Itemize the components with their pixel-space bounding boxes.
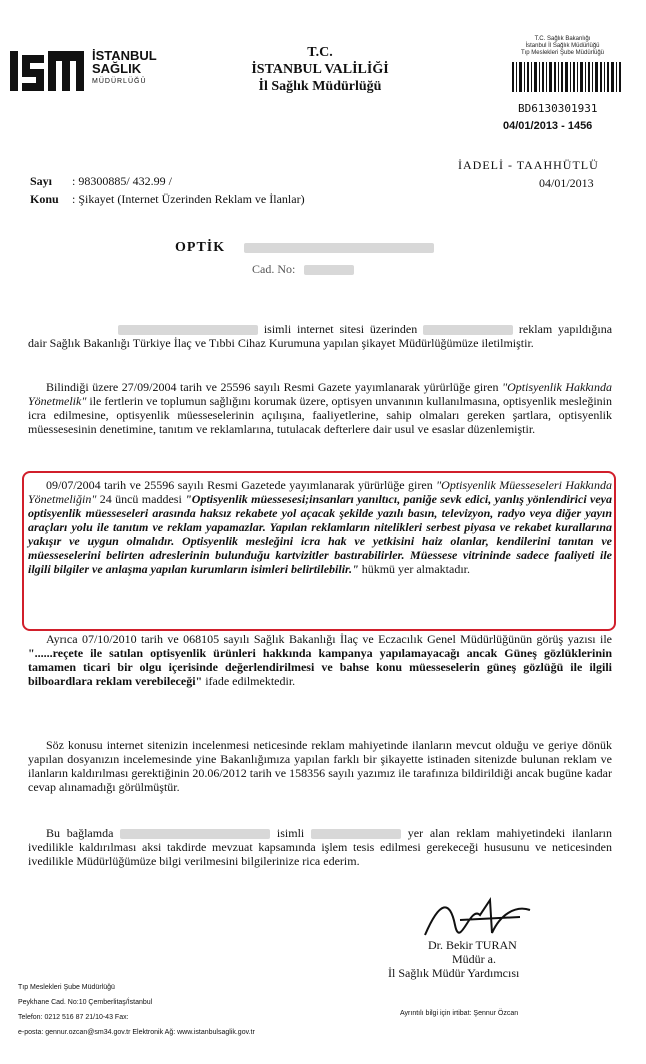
signer-title-2: İl Sağlık Müdür Yardımcısı [388,966,520,980]
logo-line-1: İSTANBUL [92,48,157,63]
redacted-block [311,829,401,839]
footer-line-1: Tıp Meslekleri Şube Müdürlüğü [18,984,115,991]
signer-title-1: Müdür a. [452,952,496,966]
p1-rest: reklam yapıldığına dair Sağlık Bakanlığı Türkiye İlaç ve Tıbbi Cihaz Kurumuna yapılan şikayet Müdürlüğümüze iletilmiştir. [28,322,613,350]
p2-italic: "Optisyenlik Hakkında Yönetmelik" [28,380,613,408]
barcode-icon [512,62,622,92]
paragraph-2 [28,380,612,436]
signature-block [388,938,520,980]
sayi-label: Sayı [30,174,53,188]
stamp-line-3: Tıp Meslekleri Şube Müdürlüğü [520,50,605,56]
p3-italic: "Optisyenlik Müesseseleri Hakkında Yönetmeliğin" [28,478,612,506]
paragraph-1 [28,322,612,350]
signer-name: Dr. Bekir TURAN [428,938,517,952]
p6-b: isimli [276,826,305,840]
paragraph-4 [28,632,612,688]
ism-logo-icon [8,45,90,95]
p6-c: yer alan reklam mahiyetindeki ilanların ivedilikle kaldırılması aksi takdirde mevzuat kapsamında işlem tesis edilmesi gerekeceği hususunu ve neticesinden ivedilikle Müdürlüğümüze bilgi verilmesini bilgilerinize rica ederim. [28,826,613,868]
footer-line-3: Telefon: 0212 516 87 21/10-43 Fax: [18,1014,129,1021]
footer-line-4: e-posta: gennur.ozcan@sm34.gov.tr Elektronik Ağ: www.istanbulsaglik.gov.tr [18,1029,255,1036]
footer-line-2: Peykhane Cad. No:10 Çemberlitaş/İstanbul [18,999,153,1006]
logo-line-2: SAĞLIK [92,61,142,76]
paragraph-6 [28,826,612,868]
delivery-date: 04/01/2013 [539,176,594,190]
stamp-date: 04/01/2013 - 1456 [503,120,593,132]
sayi-value: : 98300885/ 432.99 / [72,174,173,188]
p3-c: hükmü yer almaktadır. [358,562,471,576]
p3-a: 09/07/2004 tarih ve 25596 sayılı Resmi Gazetede yayımlanarak yürürlüğe giren [46,478,437,492]
p4-a: Ayrıca 07/10/2010 tarih ve 068105 sayılı Sağlık Bakanlığı İlaç ve Eczacılık Genel Müdürlüğünün görüş yazısı ile [46,632,612,646]
recipient-name-text: OPTİK [175,240,226,255]
stamp-line-2: İstanbul İl Sağlık Müdürlüğü [525,43,600,49]
recipient-address [252,262,354,277]
footer-address [18,980,255,1040]
institution-header [200,44,440,95]
header-line-mudurluk: İl Sağlık Müdürlüğü [258,79,382,94]
registry-stamp [500,36,625,57]
p6-a: Bu bağlamda [46,826,114,840]
footer-contact: Ayrıntılı bilgi için irtibat: Şennur Özcan [400,1010,519,1017]
redacted-block [244,243,434,253]
konu-row [30,192,305,207]
stamp-line-1: T.C. Sağlık Bakanlığı [534,36,591,42]
p1-tail: isimli internet sitesi üzerinden [263,322,418,336]
logo [8,45,158,95]
redacted-block [423,325,513,335]
redacted-block [120,829,270,839]
paragraph-3 [28,478,612,576]
paragraph-5: Söz konusu internet sitenizin incelenmesi neticesinde reklam mahiyetinde ilanların mevcut olduğu ve geriye dönük yapılan dosyanızın incelemesinde yine Bakanlığımıza yapılan farklı bir şikayette istinaden sitenizde bulunan reklam ve ilanların kaldırılması gerektiğinin 20.06/2012 tarih ve 158356 sayılı yazımız ile tarafınıza bildirildiği ancak bugüne kadar cevap alınamadığı görülmüştür. [28,738,612,794]
header-line-valilik: İSTANBUL VALİLİĞİ [251,62,389,77]
redacted-block [118,325,258,335]
konu-label: Konu [30,192,59,206]
sayi-row [30,174,172,189]
p2-b: ile fertlerin ve toplumun sağlığını korumak üzere, optisyen unvanının kullanılmasına, optisyenlik mesleğinin icra edilmesine, optisyenlik müesseselerinin açılışına, faaliyetlerine, sahip olmaları gereken şartlara, optisyenlik müessesesinin denetimine, tanıtım ve reklamlarına, tutulacak defterlere dair usul ve esaslar düzenlemiştir. [28,394,612,436]
recipient-name [175,240,434,256]
p4-c: ifade edilmektedir. [202,674,296,688]
document-code: BD6130301931 [518,102,598,115]
redacted-block [304,265,354,275]
konu-value: : Şikayet (Internet Üzerinden Reklam ve İlanlar) [72,192,305,206]
p2-a: Bilindiği üzere 27/09/2004 tarih ve 25596 sayılı Resmi Gazete yayımlanarak yürürlüğe giren [46,380,503,394]
p3-bold-quote: "Optisyenlik müessesesi;insanları yanıltıcı, paniğe sevk edici, yanlış yönlendirici veya optisyenlik müesseseleri arasında haksız rekabete yol açacak şekilde yazılı basın, televizyon, radyo veya diğer yayın araçları yolu ile tanıtım ve reklam yapamazlar. Yapılan reklamların nitelikleri serbest piyasa ve rekabet kurallarına yakışır ve uygun olmalıdır. Optisyenlik mesleğini icra hak ve yetkisini haiz olanlar, kendilerini tanıtan ve müesseselerini belirten adreslerinin bulunduğu kartvizitler bastırabilirler. Müessese vitrininde sadece faaliyeti ile ilgili bilgiler ve anlaşma yapılan kurumların isimleri belirtilebilir." [28,492,612,576]
p3-b: 24 üncü maddesi [96,492,186,506]
recipient-address-text: Cad. No: [252,262,296,276]
logo-line-3: MÜDÜRLÜĞÜ [92,78,147,85]
delivery-type: İADELİ - TAAHHÜTLÜ [458,158,599,172]
p4-bold-quote: "......reçete ile satılan optisyenlik ürünleri hakkında kampanya yapılamayacağı ancak Güneş gözlüklerinin tamamen ticari bir olgu içerisinde değerlendirilmesi ve bahse konu müesseselerin güneş gözlüğü ile ilgili bilboardlara reklam verebileceği" [28,646,612,688]
header-line-tc: T.C. [307,45,333,60]
logo-text [92,49,157,88]
